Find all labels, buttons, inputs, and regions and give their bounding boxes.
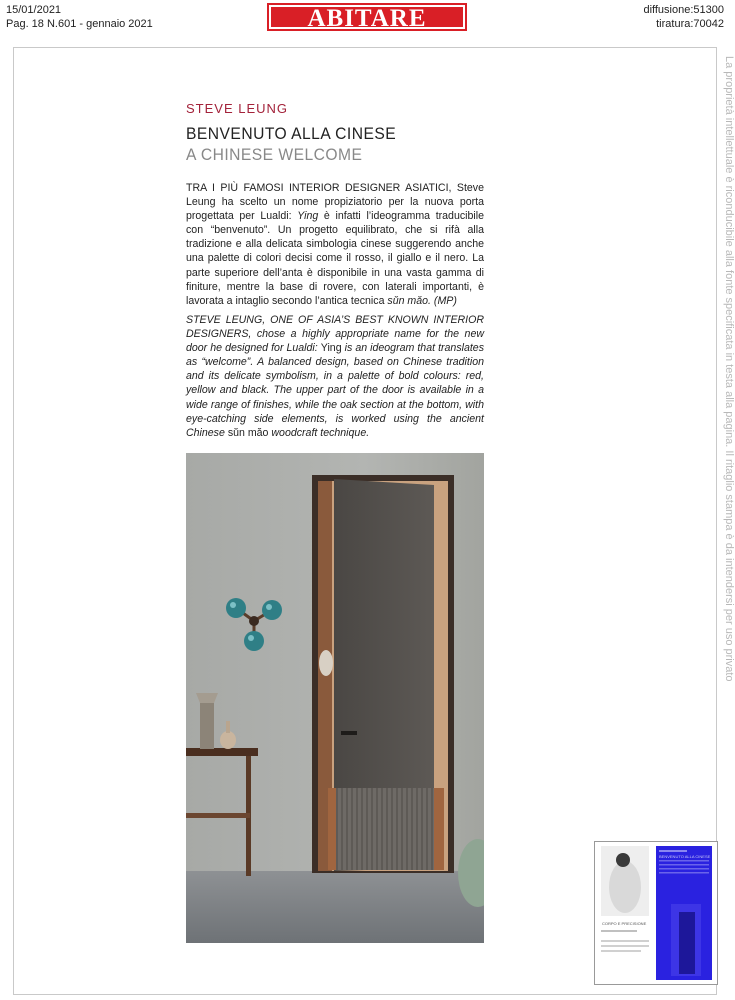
english-end: woodcraft technique. — [268, 426, 370, 439]
article-title: BENVENUTO ALLA CINESE — [186, 124, 397, 143]
door-photo — [186, 453, 484, 943]
door-photo-illustration — [186, 453, 484, 943]
clipping-meta-left — [6, 3, 153, 31]
thumb-right-heading: BENVENUTO ALLA CINESE — [659, 855, 711, 859]
clipping-page-info: Pag. 18 N.601 - gennaio 2021 — [6, 18, 153, 30]
print-run-figure: tiratura:70042 — [656, 18, 724, 30]
copyright-note: La proprietà intellettuale è riconducibile alla fonte specificata in testa alla pagina. Il ritaglio stampa è da intendersi per uso privato — [723, 56, 735, 682]
english-ying: Ying — [320, 342, 342, 355]
italian-lead: TRA I PIÙ FAMOSI INTERIOR DESIGNER ASIATICI, — [186, 182, 452, 194]
italian-end: . (MP) — [428, 294, 457, 307]
english-text-2: chose a highly appropriate name for the new door he designed for Lualdi: — [186, 328, 484, 355]
article-author: STEVE LEUNG — [186, 101, 289, 116]
article-subtitle: A CHINESE WELCOME — [186, 145, 363, 164]
spread-thumbnail-illustration — [595, 842, 717, 984]
clipping-date: 15/01/2021 — [6, 4, 62, 16]
italian-sunmao: sŭn măo — [387, 294, 429, 307]
english-text-3: is an ideogram that translates as “welcome”. A balanced design, based on Chinese tradition and its delicate symbolism, in a palette of bold colours: red, yellow and black. The upper part of the door is available in a wide range of finishes, while the oak section at the bottom, with eye-catching side elements, is worked using the ancient Chinese — [186, 342, 484, 439]
italian-text-2: è infatti l’ideogramma traducibile con “benvenuto”. Un progetto equilibrato, che si rifà alla tradizione e alla delicata simbologia cinese suggerendo anche una palette di colori decisi come il rosso, il giallo e il nero. La parte superiore dell’anta è disponibile in una vasta gamma di finiture, mentre la base di rovere, con laterali importanti, è lavorata a intaglio secondo l’antica tecnica — [186, 210, 484, 307]
circulation-figure: diffusione:51300 — [643, 4, 724, 16]
italian-text-1: Steve Leung ha scelto un nome propiziatorio per la nuova porta progettata per Lualdi: — [186, 182, 484, 223]
abitare-logo: ABITARE — [267, 3, 467, 31]
clipping-meta-right — [643, 3, 724, 31]
copyright-sidebar — [722, 56, 735, 682]
article-body-italian — [186, 181, 484, 308]
spread-thumbnail — [594, 841, 718, 985]
article-body-english — [186, 313, 484, 440]
english-sunmao: sŭn măo — [227, 426, 269, 439]
italian-ying: Ying — [297, 210, 319, 223]
english-text-1: STEVE LEUNG, ONE OF ASIA’S BEST KNOWN INTERIOR DESIGNERS, — [186, 314, 484, 341]
thumb-left-heading: CORPO E PRECISIONE — [602, 922, 647, 926]
